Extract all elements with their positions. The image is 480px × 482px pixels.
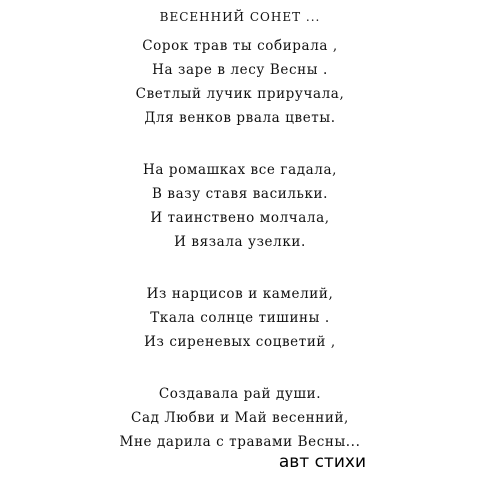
poem-body bbox=[0, 34, 480, 482]
poem-line: И вязала узелки. bbox=[174, 234, 306, 250]
poem-line: Из сиреневых соцветий , bbox=[144, 334, 336, 350]
poem-line: И таинствено молчала, bbox=[150, 210, 330, 226]
poem-title: ВЕСЕННИЙ СОНЕТ ... bbox=[159, 10, 321, 24]
poem-line: Сад Любви и Май весенний, bbox=[131, 410, 349, 426]
poem-line: Сорок трав ты собирала , bbox=[142, 38, 338, 54]
poem-line: Ткала солнце тишины . bbox=[150, 310, 330, 326]
stanza bbox=[0, 34, 480, 130]
poem-line: Создавала рай души. bbox=[158, 386, 322, 402]
stanza bbox=[0, 282, 480, 354]
poem-line: Светлый лучик приручала, bbox=[135, 86, 345, 102]
poem-line: Для венков рвала цветы. bbox=[144, 110, 336, 126]
poem-line: На заре в лесу Весны . bbox=[152, 62, 328, 78]
poem-line: В вазу ставя васильки. bbox=[151, 186, 328, 202]
stanza bbox=[0, 158, 480, 254]
author-signature: авт стихи bbox=[278, 452, 366, 472]
poem-line: Из нарцисов и камелий, bbox=[146, 286, 334, 302]
stanza bbox=[0, 382, 480, 454]
poem-line: На ромашках все гадала, bbox=[142, 162, 337, 178]
poem-line: Мне дарила с травами Весны... bbox=[119, 434, 361, 450]
